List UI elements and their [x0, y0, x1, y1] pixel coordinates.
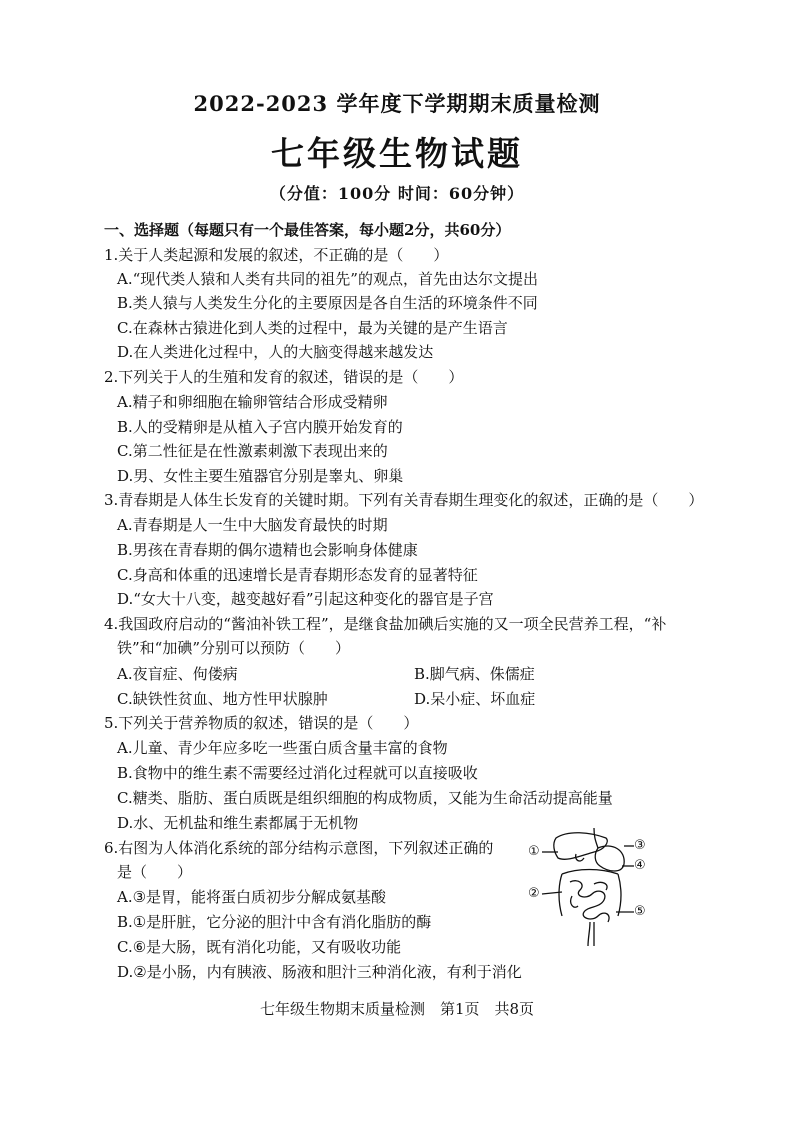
diagram-label-3: ③ — [634, 838, 646, 853]
question-6-stem-line-1: 6.右图为人体消化系统的部分结构示意图，下列叙述正确的 — [104, 839, 494, 857]
question-4-option-a: A.夜盲症、佝偻病 — [117, 665, 238, 683]
question-2-stem: 2.下列关于人的生殖和发育的叙述，错误的是（ ） — [104, 368, 464, 386]
question-1-option-c: C.在森林古猿进化到人类的过程中，最为关键的是产生语言 — [117, 319, 508, 337]
question-5-option-b: B.食物中的维生素不需要经过消化过程就可以直接吸收 — [117, 764, 478, 782]
digestive-system-illustration — [528, 826, 650, 952]
diagram-label-4: ④ — [634, 858, 646, 873]
question-5-option-c: C.糖类、脂肪、蛋白质既是组织细胞的构成物质，又能为生命活动提高能量 — [117, 789, 613, 807]
question-5-option-a: A.儿童、青少年应多吃一些蛋白质含量丰富的食物 — [117, 739, 448, 757]
exam-title: 七年级生物试题 — [271, 134, 523, 173]
question-3-stem: 3.青春期是人体生长发育的关键时期。下列有关青春期生理变化的叙述，正确的是（ ） — [104, 491, 704, 509]
question-5-stem: 5.下列关于营养物质的叙述，错误的是（ ） — [104, 714, 419, 732]
question-3-option-b: B.男孩在青春期的偶尔遗精也会影响身体健康 — [117, 541, 418, 559]
section-heading: 一、选择题（每题只有一个最佳答案，每小题2分，共60分） — [104, 221, 511, 239]
question-6-stem-line-2: 是（ ） — [117, 863, 193, 881]
question-4-stem-line-2: 铁”和“加碘”分别可以预防（ ） — [117, 639, 351, 657]
question-6-option-d: D.②是小肠，内有胰液、肠液和胆汁三种消化液，有利于消化 — [117, 963, 522, 981]
question-4-option-c: C.缺铁性贫血、地方性甲状腺肿 — [117, 690, 328, 708]
question-5-option-d: D.水、无机盐和维生素都属于无机物 — [117, 814, 359, 832]
exam-meta: （分值：100分 时间：60分钟） — [269, 184, 525, 203]
question-2-option-c: C.第二性征是在性激素刺激下表现出来的 — [117, 442, 388, 460]
question-3-option-c: C.身高和体重的迅速增长是青春期形态发育的显著特征 — [117, 566, 478, 584]
question-4-option-d: D.呆小症、坏血症 — [414, 690, 536, 708]
question-1-option-b: B.类人猿与人类发生分化的主要原因是各自生活的环境条件不同 — [117, 294, 538, 312]
question-6-option-b: B.①是肝脏，它分泌的胆汁中含有消化脂肪的酶 — [117, 913, 432, 931]
question-1-option-d: D.在人类进化过程中，人的大脑变得越来越发达 — [117, 343, 434, 361]
question-4-option-b: B.脚气病、侏儒症 — [414, 665, 535, 683]
question-1-stem: 1.关于人类起源和发展的叙述，不正确的是（ ） — [104, 246, 449, 264]
question-2-option-b: B.人的受精卵是从植入子宫内膜开始发育的 — [117, 418, 403, 436]
question-3-option-a: A.青春期是人一生中大脑发育最快的时期 — [117, 516, 388, 534]
question-6-option-c: C.⑥是大肠，既有消化功能，又有吸收功能 — [117, 938, 402, 956]
question-3-option-d: D.“女大十八变，越变越好看”引起这种变化的器官是子宫 — [117, 590, 494, 608]
question-2-option-a: A.精子和卵细胞在输卵管结合形成受精卵 — [117, 393, 388, 411]
page-footer: 七年级生物期末质量检测 第1页 共8页 — [259, 1000, 535, 1018]
exam-term-heading: 2022-2023 学年度下学期期末质量检测 — [193, 91, 601, 116]
digestive-system-diagram — [528, 826, 650, 952]
diagram-label-5: ⑤ — [634, 904, 646, 919]
diagram-label-2: ② — [528, 886, 540, 901]
question-2-option-d: D.男、女性主要生殖器官分别是睾丸、卵巢 — [117, 467, 404, 485]
question-1-option-a: A.“现代类人猿和人类有共同的祖先”的观点，首先由达尔文提出 — [117, 270, 538, 288]
diagram-label-1: ① — [528, 844, 540, 859]
question-6-option-a: A.③是胃，能将蛋白质初步分解成氨基酸 — [117, 888, 387, 906]
question-4-stem-line-1: 4.我国政府启动的“酱油补铁工程”，是继食盐加碘后实施的又一项全民营养工程，“补 — [104, 615, 667, 633]
